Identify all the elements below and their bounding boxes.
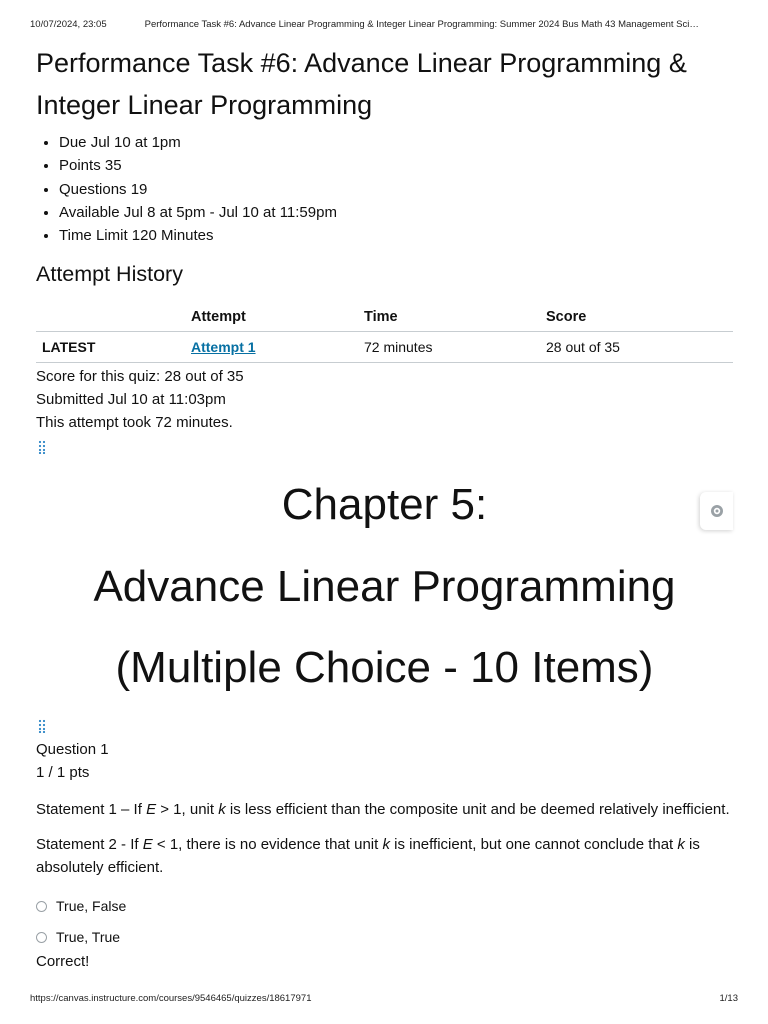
quiz-details <box>36 131 337 247</box>
answer-label: True, False <box>56 898 127 914</box>
print-page-title: Performance Task #6: Advance Linear Programming & Integer Linear Programming: Summer 2024 Bus Math 43 Management Sci… <box>144 19 699 30</box>
attempt-history-title: Attempt History <box>36 262 183 286</box>
detail-questions: • Questions 19 <box>59 178 337 201</box>
header-blank <box>36 302 185 332</box>
statement-2: Statement 2 - If E < 1, there is no evidence that unit k is inefficient, but one cannot conclude that k is absolutely efficient. <box>36 836 700 876</box>
time-cell: 72 minutes <box>358 332 540 363</box>
radio-button[interactable] <box>36 901 47 912</box>
side-tool-button[interactable] <box>700 492 733 530</box>
print-footer <box>30 993 738 1004</box>
feedback-correct: Correct! <box>36 953 90 970</box>
table-row <box>36 332 733 363</box>
quiz-title: Performance Task #6: Advance Linear Programming & Integer Linear Programming <box>36 48 687 120</box>
chapter-heading: Chapter 5: <box>281 480 488 529</box>
chapter-title: Advance Linear Programming <box>93 562 676 611</box>
detail-time-limit: • Time Limit 120 Minutes <box>59 224 337 247</box>
attempt-history-table <box>36 302 733 363</box>
drag-dots-icon <box>38 440 46 454</box>
statement-1: Statement 1 – If E > 1, unit k is less efficient than the composite unit and be deemed relatively inefficient. <box>36 801 730 818</box>
detail-points: • Points 35 <box>59 154 337 177</box>
submitted-text: Submitted Jul 10 at 11:03pm <box>36 391 226 408</box>
print-header <box>30 19 738 30</box>
detail-due: • Due Jul 10 at 1pm <box>59 131 337 154</box>
header-time: Time <box>358 302 540 332</box>
radio-button[interactable] <box>36 932 47 943</box>
header-score: Score <box>540 302 733 332</box>
answer-option[interactable] <box>36 927 736 947</box>
attempt-1-link[interactable]: Attempt 1 <box>191 339 256 355</box>
answer-option[interactable] <box>36 896 736 916</box>
score-cell: 28 out of 35 <box>540 332 733 363</box>
tool-icon <box>710 504 724 518</box>
drag-handle-icon[interactable] <box>38 719 48 733</box>
header-attempt: Attempt <box>185 302 358 332</box>
drag-handle-icon[interactable] <box>38 440 48 454</box>
duration-text: This attempt took 72 minutes. <box>36 414 233 431</box>
print-datetime: 10/07/2024, 23:05 <box>30 19 107 30</box>
attempt-cell <box>185 332 358 363</box>
answer-label: True, True <box>56 929 121 945</box>
table-header-row <box>36 302 733 332</box>
chapter-subtitle: (Multiple Choice - 10 Items) <box>115 643 654 692</box>
print-page-number: 1/13 <box>719 993 738 1004</box>
question-number: Question 1 <box>36 741 109 758</box>
latest-label: LATEST <box>36 332 185 363</box>
detail-available: • Available Jul 8 at 5pm - Jul 10 at 11:59pm <box>59 201 337 224</box>
drag-dots-icon <box>38 719 46 733</box>
question-points: 1 / 1 pts <box>36 764 90 781</box>
quiz-score-text: Score for this quiz: 28 out of 35 <box>36 368 244 385</box>
attempt-summary <box>36 365 244 434</box>
print-url: https://canvas.instructure.com/courses/9546465/quizzes/18617971 <box>30 993 312 1004</box>
question-1 <box>36 738 736 973</box>
